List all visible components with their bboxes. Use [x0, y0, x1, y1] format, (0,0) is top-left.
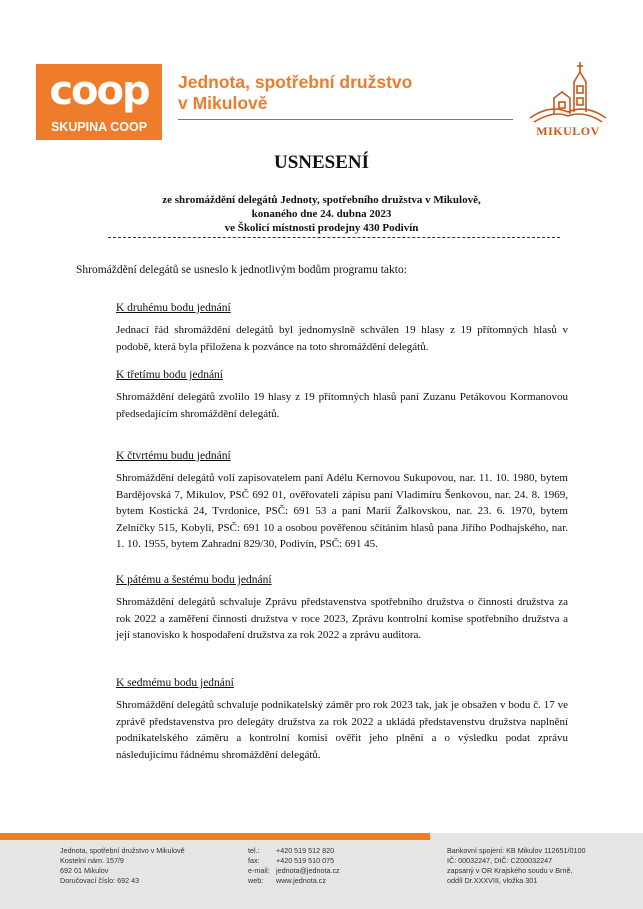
document-subtitle-line2: konaného dne 24. dubna 2023	[251, 208, 392, 220]
organization-name	[178, 72, 412, 114]
section-heading: K třetímu bodu jednání	[116, 369, 223, 381]
section-heading: K pátému a šestému bodu jednání	[116, 574, 272, 586]
footer-address-line: Jednota, spotřební družstvo v Mikulově	[60, 846, 185, 855]
footer-contact-labels	[248, 846, 270, 886]
footer-accent-bar	[0, 833, 430, 840]
coop-logo	[36, 64, 162, 140]
section-text: Shromáždění delegátů zvolilo 19 hlasy z 19 přítomných hlasů paní Zuzanu Petákovou Kormanovou předsedajícím shromáždění delegátů.	[116, 391, 568, 420]
footer-phone: +420 519 512 820	[276, 846, 335, 855]
section-heading: K čtvrtému budu jednání	[116, 450, 231, 462]
footer-contact-label: fax:	[248, 856, 260, 865]
footer-bank-line: Bankovní spojení: KB Mikulov 112651/0100	[447, 846, 586, 855]
footer-address	[60, 846, 185, 886]
section-text: Jednací řád shromáždění delegátů byl jednomyslně schválen 19 hlasy z 19 přítomných hlasů v podobě, která byla přiložena k pozvánce na toto shromáždění delegátů.	[116, 324, 568, 353]
section-heading: K druhému bodu jednání	[116, 302, 231, 314]
organization-name-line2: v Mikulově	[178, 93, 268, 113]
footer-bank-info	[447, 846, 586, 886]
section-divider	[108, 237, 560, 238]
document-title: USNESENÍ	[273, 152, 370, 173]
header-divider	[178, 119, 513, 120]
coop-logo-word: coop	[49, 68, 149, 114]
footer-address-line: Kostelní nám. 157/9	[60, 856, 124, 865]
document-subtitle-line3: ve Školicí místnosti prodejny 430 Podivín	[224, 222, 419, 234]
footer-email-link[interactable]: jednota@jednota.cz	[276, 866, 340, 875]
footer-address-line: 692 01 Mikulov	[60, 866, 109, 875]
footer-contact-values	[276, 846, 340, 886]
footer-bank-line: IČ: 00032247, DIČ: CZ00032247	[447, 856, 553, 865]
coop-logo-subtitle: SKUPINA COOP	[50, 120, 148, 134]
intro-text: Shromáždění delegátů se usneslo k jednotlivým bodům programu takto:	[76, 264, 407, 276]
footer-bank-line: zapsaný v OR Krajského soudu v Brně,	[447, 866, 573, 875]
footer-fax: +420 519 510 075	[276, 856, 335, 865]
footer-address-line: Doručovací číslo: 692 43	[60, 876, 140, 885]
footer-web-link[interactable]: www.jednota.cz	[276, 876, 326, 885]
organization-name-line1: Jednota, spotřební družstvo	[178, 72, 413, 92]
footer-bank-line: oddíl Dr.XXXVIII, vložka 301	[447, 876, 538, 885]
document-subtitle-line1: ze shromáždění delegátů Jednoty, spotřebního družstva v Mikulově,	[162, 194, 481, 206]
section-text: Shromáždění delegátů schvaluje Zprávu představenstva spotřebního družstva o činnosti družstva za rok 2022 a zaměření činnosti družstva v roce 2023, Zprávu kontrolní komise spotřebního družstva a její stanovisko k hospodaření družstva za rok 2022 a zprávu auditora.	[116, 596, 568, 641]
footer-contact-label: e-mail:	[248, 866, 270, 875]
footer-contact-label: tel.:	[248, 846, 260, 855]
mikulov-logo-text: MIKULOV	[536, 124, 600, 138]
section-text: Shromáždění delegátů schvaluje podnikatelský záměr pro rok 2023 tak, jak je obsažen v bodu č. 17 ve zprávě představenstva pro delegáty družstva za rok 2022 a ukládá představenstvu družstva naplnění podnikatelského záměru a kontrolní komisi ověřit jeho plnění a o výsledku podat zprávu následujícímu řádnému shromáždění delegátů.	[116, 699, 568, 761]
footer-contact-label: web:	[248, 876, 264, 885]
section-heading: K sedmému bodu jednání	[116, 677, 234, 689]
section-text: Shromáždění delegátů volí zapisovatelem paní Adélu Kernovou Sukupovou, nar. 11. 10. 1980, bytem Bardějovská 7, Mikulov, PSČ 692 01, ověřovateli zápisu paní Vladimíru Šenkovou, nar. 24. 8. 1969, bytem Kostická 24, Tvrdonice, PSČ: 691 53 a paní Marii Žalkovskou, nar. 23. 6. 1970, bytem Zelníčky 515, Kobylí, PSČ: 691 10 a osobou pověřenou sčítáním hlasů pana Jiřího Podhajského, nar. 1. 10. 1955, bytem Zahradní 829/30, Podivín, PSČ: 691 45.	[116, 472, 568, 550]
